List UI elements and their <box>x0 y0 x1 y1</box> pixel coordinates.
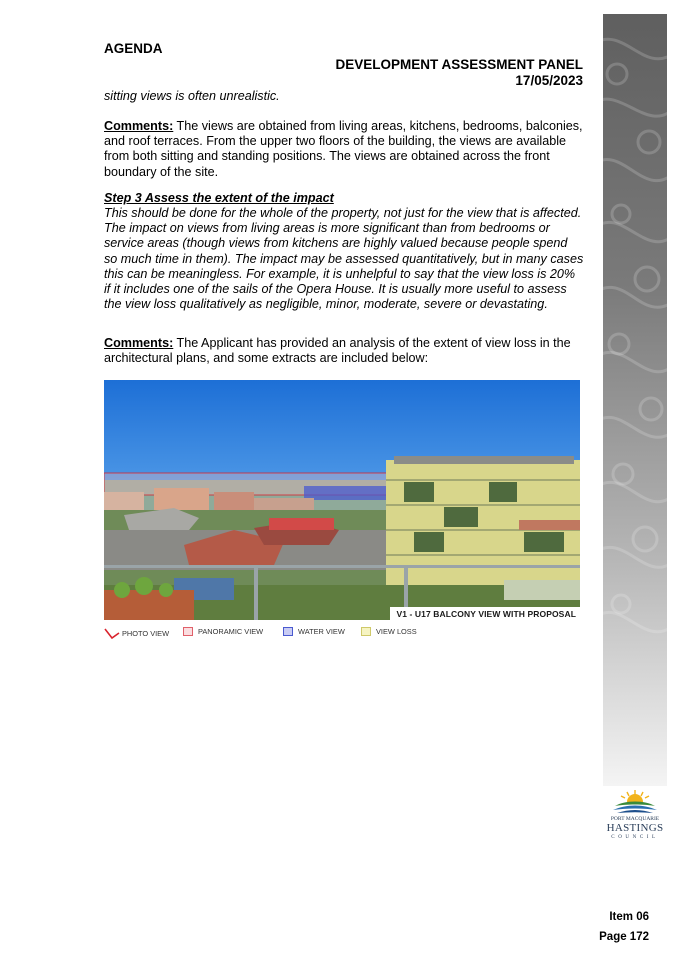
legend-panoramic-view <box>183 627 263 636</box>
comment-text-1: The views are obtained from living areas, kitchens, bedrooms, balconies, and roof terraces. From the upper two floors of the building, the views are available from both sitting and standing positions. The views are obtained across the front boundary of the site. <box>104 119 583 179</box>
step3-heading: Step 3 Assess the extent of the impact <box>104 191 334 205</box>
comment-label-1: Comments: <box>104 119 174 133</box>
legend-water-view <box>283 627 345 636</box>
legend-swatch <box>361 627 371 636</box>
legend-photo-view <box>104 627 169 639</box>
panel-title: DEVELOPMENT ASSESSMENT PANEL <box>335 57 583 72</box>
photo-caption: V1 - U17 BALCONY VIEW WITH PROPOSAL <box>390 607 580 620</box>
legend-swatch <box>183 627 193 636</box>
camera-icon <box>104 627 120 639</box>
legend-label: PANORAMIC VIEW <box>198 627 264 636</box>
comment-paragraph-2 <box>104 336 584 366</box>
logo-line-3: COUNCIL <box>611 835 659 840</box>
legend-swatch <box>283 627 293 636</box>
item-number: Item 06 <box>609 911 649 923</box>
logo-line-2: HASTINGS <box>606 822 664 834</box>
step3-text: This should be done for the whole of the property, not just for the view that is affected. The impact on views from living areas is more significant than from bedrooms or service areas (though views from kitchens are highly valued because people spend so much time in them). The impact may be assessed quantitatively, but in many cases this can be meaningless. For example, it is unhelpful to say that the view loss is 20% if it includes one of the sails of the Opera House. It is usually more useful to assess the view loss qualitatively as negligible, minor, moderate, severe or devastating. <box>104 206 584 312</box>
legend-label: WATER VIEW <box>298 627 345 636</box>
meeting-date: 17/05/2023 <box>515 73 583 88</box>
sun-wave-emblem <box>597 786 673 816</box>
page-number: Page 172 <box>599 931 649 943</box>
decorative-sidebar <box>603 14 667 786</box>
legend-label: VIEW LOSS <box>376 627 417 636</box>
comment-paragraph-1 <box>104 119 584 180</box>
council-logo <box>597 786 673 846</box>
comment-label-2: Comments: <box>104 336 174 350</box>
legend-label: PHOTO VIEW <box>122 628 170 638</box>
intro-text: sitting views is often unrealistic. <box>104 89 280 103</box>
agenda-heading: AGENDA <box>104 41 163 56</box>
logo-line-1: PORT MACQUARIE <box>610 816 660 822</box>
legend-view-loss <box>361 627 417 636</box>
comment-text-2: The Applicant has provided an analysis of the extent of view loss in the architectural plans, and some extracts are included below: <box>104 336 571 366</box>
balcony-view-photo <box>104 380 580 620</box>
